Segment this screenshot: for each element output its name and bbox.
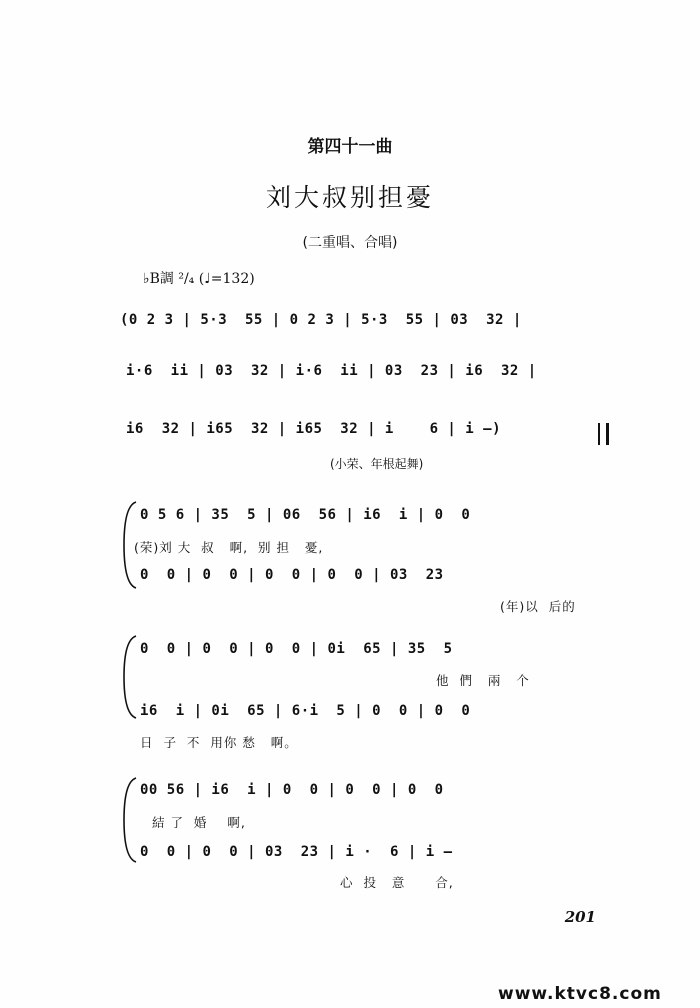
- system2-lower-lyrics: 日 子 不 用你 愁 啊。: [140, 735, 298, 750]
- system3-lower-lyrics: 心 投 意 合,: [340, 875, 454, 890]
- song-title: 刘大叔别担憂: [265, 183, 434, 212]
- system-brace-3: [120, 776, 138, 864]
- system3-upper-lyrics: 結 了 婚 啊,: [152, 815, 246, 830]
- final-double-barline: [598, 423, 609, 445]
- system3-lower-notes: 0 0 | 0 0 | 03 23 | i · 6 | i —: [140, 844, 453, 860]
- system2-upper-lyrics: 他 們 兩 个: [436, 673, 530, 688]
- intro-line-3: i6 32 | i65 32 | i65 32 | i 6 | i —): [126, 421, 502, 437]
- intro-line-2: i·6 ii | 03 32 | i·6 ii | 03 23 | i6 32 |: [126, 363, 537, 379]
- system1-lower-lyrics: (年)以 后的: [500, 599, 576, 614]
- song-subtitle: (二重唱、合唱): [302, 235, 398, 251]
- key-time-tempo: ♭B調 ²/₄ (♩=132): [143, 271, 255, 287]
- system3-upper-notes: 00 56 | i6 i | 0 0 | 0 0 | 0 0: [140, 782, 444, 798]
- intro-line-1: (0 2 3 | 5·3 55 | 0 2 3 | 5·3 55 | 03 32 |: [120, 312, 522, 328]
- page-number: 201: [564, 908, 596, 926]
- system1-lower-notes: 0 0 | 0 0 | 0 0 | 0 0 | 03 23: [140, 567, 444, 583]
- system-brace-2: [120, 634, 138, 720]
- dance-note: (小荣、年根起舞): [330, 457, 424, 471]
- song-number-title: 第四十一曲: [307, 137, 393, 157]
- watermark-url: www.ktvc8.com: [498, 984, 662, 1004]
- system2-lower-notes: i6 i | 0i 65 | 6·i 5 | 0 0 | 0 0: [140, 703, 471, 719]
- system1-upper-lyrics: (荣)刘 大 叔 啊, 别 担 憂,: [134, 540, 324, 555]
- system1-upper-notes: 0 5 6 | 35 5 | 06 56 | i6 i | 0 0: [140, 507, 471, 523]
- system2-upper-notes: 0 0 | 0 0 | 0 0 | 0i 65 | 35 5: [140, 641, 453, 657]
